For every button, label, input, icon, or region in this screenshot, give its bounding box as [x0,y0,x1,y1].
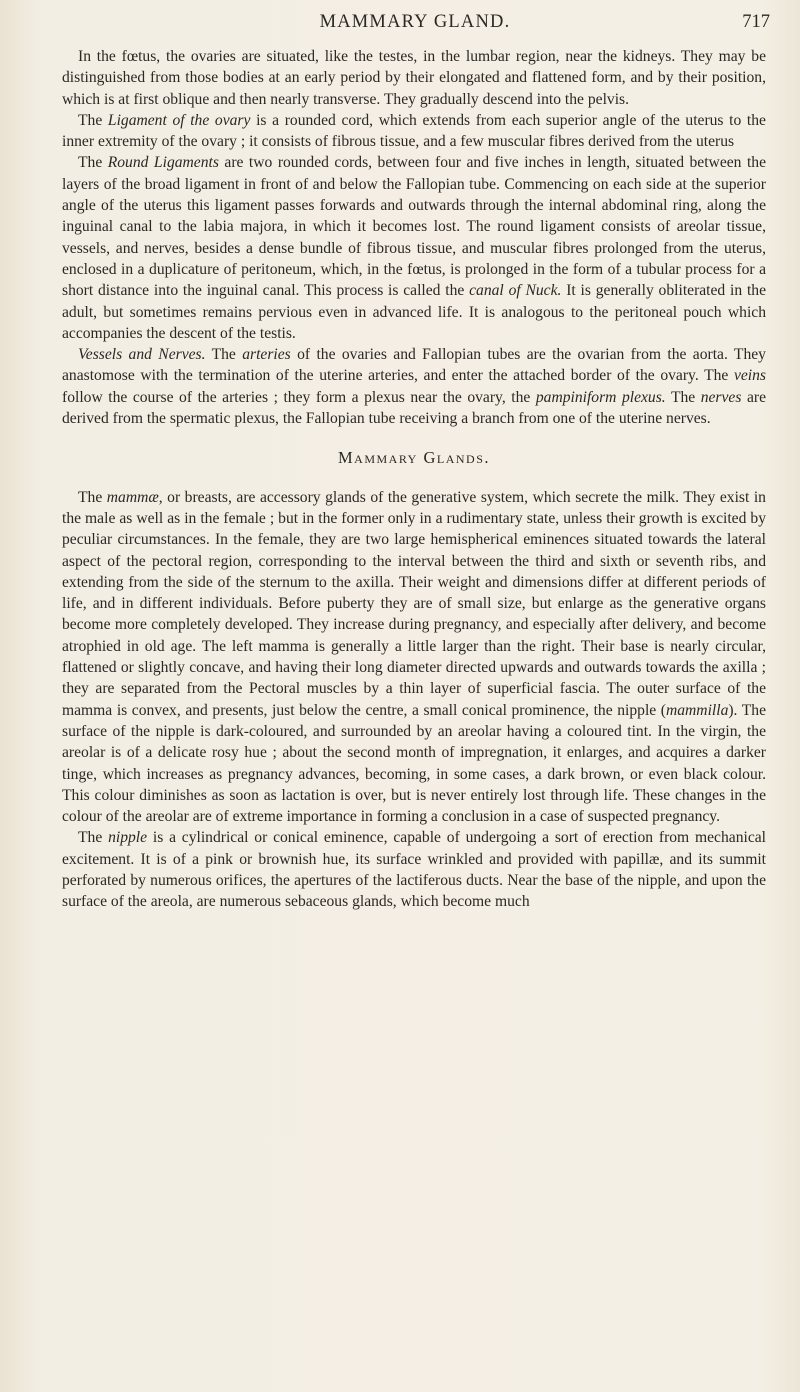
text-run: It is generally obliterated in the adult, but sometimes remains pervious even in advanced life. It is analogous to the peritoneal pouch which accompanies the descent of the testis. [62,282,767,342]
text-run: The [78,829,109,847]
text-run: The [78,488,107,506]
italic-run: Vessels and Nerves. [78,346,206,364]
paragraphs-after [62,487,766,913]
paragraph [62,827,766,912]
text-run: follow the course of the arteries ; they form a plexus near the ovary, the [62,388,536,406]
text-run: In the fœtus, the ovaries are situated, like the testes, in the lumbar region, near the kidneys. They may be distinguished from those bodies at an early period by their elongated and flattened form, and by their position, which is at first oblique and then nearly transverse. They gradually descend into the pelvis. [62,48,766,108]
text-run: ). The surface of the nipple is dark-coloured, and surrounded by an areolar having a coloured tint. In the virgin, the areolar is of a delicate rosy hue ; about the second month of impregnation, it enlarges, and acquires a darker tinge, which increases as pregnancy advances, becoming, in some cases, a dark brown, or even black colour. This colour diminishes as soon as lactation is over, but is never entirely lost through life. These changes in the colour of the areolar are of extreme importance in forming a conclusion in a case of suspected pregnancy. [62,701,766,826]
section-heading: Mammary Glands. [337,448,491,468]
page-header [60,12,770,38]
text-run: The [205,346,243,364]
text-run: of the ovaries and Fallopian tubes are the ovarian from the aorta. They anastomose with the termination of the uterine arteries, and enter the attached border of the ovary. The [62,346,766,385]
paragraph [62,344,766,429]
text-run: is a rounded cord, which extends from each superior angle of the uterus to the inner extremity of the ovary ; it consists of fibrous tissue, and a few muscular fibres derived from the uterus [62,111,766,151]
paragraph [62,46,766,110]
text-run: The [665,388,701,406]
italic-run: veins [733,367,766,385]
body-text [62,46,766,913]
text-run: The [78,111,108,129]
italic-run: mammilla [665,701,729,719]
text-run: are derived from the spermatic plexus, the Fallopian tube receiving a branch from one of the uterine nerves. [62,388,766,428]
text-run: is a cylindrical or conical eminence, capable of undergoing a sort of erection from mechanical excitement. It is of a pink or brownish hue, its surface wrinkled and provided with papillæ, and its summit perforated by numerous orifices, the apertures of the lactiferous ducts. Near the base of the nipple, and upon the surface of the areola, are numerous sebaceous glands, which become much [62,829,766,911]
text-run: or breasts, are accessory glands of the generative system, which secrete the milk. They exist in the male as well as in the female ; but in the former only in a rudimentary state, unless their growth is excited by peculiar circumstances. In the female, they are two large hemispherical eminences situated towards the lateral aspect of the pectoral region, corresponding to the interval between the third and sixth or seventh ribs, and extending from the side of the sternum to the axilla. Their weight and dimensions differ at different periods of life, and in different individuals. Before puberty they are of small size, but enlarge as the generative organs become more completely developed. They increase during pregnancy, and especially after delivery, and become atrophied in old age. The left mamma is generally a little larger than the right. Their base is nearly circular, flattened or slightly concave, and having their long diameter directed upwards and outwards towards the axilla ; they are separated from the Pectoral muscles by a thin layer of superficial fascia. The outer surface of the mamma is convex, and presents, just below the centre, a small conical prominence, the nipple ( [62,488,766,719]
italic-run: canal of Nuck. [469,282,562,300]
page-number: 717 [742,12,770,32]
paragraph [62,152,766,344]
italic-run: nipple [108,829,148,847]
paragraphs-before [62,46,766,429]
italic-run: mammæ, [106,488,163,506]
running-title: MAMMARY GLAND. [319,12,511,32]
italic-run: pampiniform plexus. [535,388,666,406]
text-run: are two rounded cords, between four and five inches in length, situated between the layers of the broad ligament in front of and below the Fallopian tube. Commencing on each side at the superior angle of the uterus this ligament passes forwards and outwards through the internal abdominal ring, along the inguinal canal to the labia majora, in which it becomes lost. The round ligament consists of areolar tissue, vessels, and nerves, besides a dense bundle of fibrous tissue, and muscular fibres prolonged from the uterus, enclosed in a duplicature of peritoneum, which, in the fœtus, is prolonged in the form of a tubular process for a short distance into the inguinal canal. This process is called the [62,154,766,300]
text-run: The [78,154,108,172]
italic-run: arteries [242,346,291,364]
italic-run: nerves [700,388,742,406]
italic-run: Ligament of the ovary [107,111,251,129]
paragraph [62,110,766,153]
italic-run: Round Ligaments [107,154,219,172]
paragraph [62,487,766,828]
